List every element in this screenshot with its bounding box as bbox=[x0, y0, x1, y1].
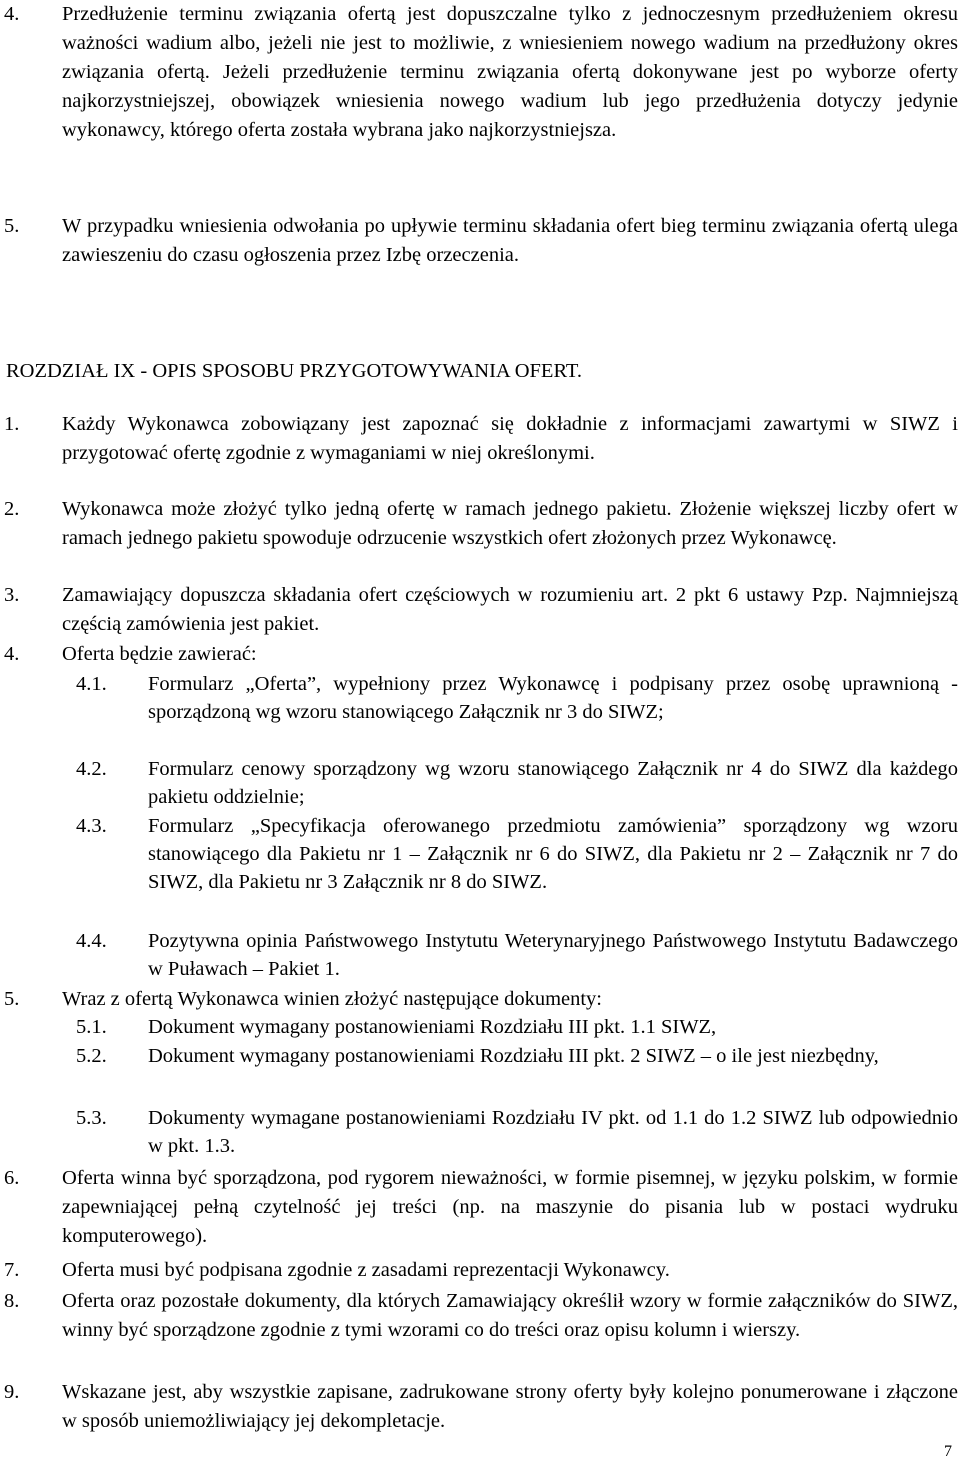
sub-item-number: 4.4. bbox=[76, 930, 107, 952]
item-number: 1. bbox=[4, 413, 20, 435]
item-number: 4. bbox=[4, 643, 20, 665]
sub-item-text: Dokument wymagany postanowieniami Rozdziału III pkt. 2 SIWZ – o ile jest niezbędny, bbox=[148, 1045, 879, 1067]
list-item bbox=[0, 581, 958, 639]
item-text: Każdy Wykonawca zobowiązany jest zapoznać się dokładnie z informacjami zawartymi w SIWZ i przygotować ofertę zgodnie z wymaganiami w niej określonymi. bbox=[62, 413, 958, 464]
list-item bbox=[0, 1256, 958, 1285]
sub-list-item bbox=[0, 1013, 958, 1041]
sub-item-number: 5.3. bbox=[76, 1107, 107, 1129]
page-number: 7 bbox=[944, 1443, 952, 1460]
chapter-heading: ROZDZIAŁ IX - OPIS SPOSOBU PRZYGOTOWYWANIA OFERT. bbox=[6, 360, 583, 382]
sub-item-text: Dokumenty wymagane postanowieniami Rozdziału IV pkt. od 1.1 do 1.2 SIWZ lub odpowiednio w pkt. 1.3. bbox=[148, 1107, 958, 1157]
sub-item-text: Dokument wymagany postanowieniami Rozdziału III pkt. 1.1 SIWZ, bbox=[148, 1016, 717, 1038]
sub-item-number: 4.1. bbox=[76, 673, 107, 695]
list-item bbox=[0, 0, 958, 145]
item-number: 5. bbox=[4, 988, 20, 1010]
sub-item-text: Pozytywna opinia Państwowego Instytutu Weterynaryjnego Państwowego Instytutu Badawczego w Puławach – Pakiet 1. bbox=[148, 930, 958, 980]
item-number: 5. bbox=[4, 215, 20, 237]
item-number: 4. bbox=[4, 3, 20, 25]
item-text: W przypadku wniesienia odwołania po upływie terminu składania ofert bieg terminu związania ofertą ulega zawieszeniu do czasu ogłoszenia przez Izbę orzeczenia. bbox=[62, 215, 958, 266]
item-text: Zamawiający dopuszcza składania ofert częściowych w rozumieniu art. 2 pkt 6 ustawy Pzp. Najmniejszą częścią zamówienia jest pakiet. bbox=[62, 584, 958, 635]
sub-list-item bbox=[0, 1104, 958, 1160]
item-number: 3. bbox=[4, 584, 20, 606]
list-item bbox=[0, 1287, 958, 1345]
sub-item-number: 5.2. bbox=[76, 1045, 107, 1067]
item-number: 2. bbox=[4, 498, 20, 520]
item-text: Oferta będzie zawierać: bbox=[62, 643, 257, 665]
sub-list-item bbox=[0, 755, 958, 811]
item-text: Przedłużenie terminu związania ofertą jest dopuszczalne tylko z jednoczesnym przedłużeniem okresu ważności wadium albo, jeżeli nie jest to możliwie, z wniesieniem nowego wadium na przedłużony okres związania ofertą. Jeżeli przedłużenie terminu związania ofertą dokonywane jest po wyborze oferty najkorzystniejszej, obowiązek wniesienia nowego wadium lub jego przedłużenia dotyczy jedynie wykonawcy, którego oferta została wybrana jako najkorzystniejsza. bbox=[62, 3, 958, 141]
item-text: Wskazane jest, aby wszystkie zapisane, zadrukowane strony oferty były kolejno ponumerowane i złączone w sposób uniemożliwiający jej dekompletacje. bbox=[62, 1381, 958, 1432]
sub-list-item bbox=[0, 812, 958, 896]
sub-list-item bbox=[0, 927, 958, 983]
list-item bbox=[0, 985, 958, 1014]
sub-item-text: Formularz „Oferta”, wypełniony przez Wykonawcę i podpisany przez osobę uprawnioną - sporządzoną wg wzoru stanowiącego Załącznik nr 3 do SIWZ; bbox=[148, 673, 958, 723]
sub-item-number: 5.1. bbox=[76, 1016, 107, 1038]
item-text: Oferta musi być podpisana zgodnie z zasadami reprezentacji Wykonawcy. bbox=[62, 1259, 670, 1281]
list-item bbox=[0, 212, 958, 270]
sub-item-text: Formularz „Specyfikacja oferowanego przedmiotu zamówienia” sporządzony wg wzoru stanowiącego dla Pakietu nr 1 – Załącznik nr 6 do SIWZ, dla Pakietu nr 2 – Załącznik nr 7 do SIWZ, dla Pakietu nr 3 Załącznik nr 8 do SIWZ. bbox=[148, 815, 958, 893]
item-number: 7. bbox=[4, 1259, 20, 1281]
item-text: Wraz z ofertą Wykonawca winien złożyć następujące dokumenty: bbox=[62, 988, 603, 1010]
list-item bbox=[0, 1164, 958, 1251]
item-text: Oferta oraz pozostałe dokumenty, dla których Zamawiający określił wzory w formie załączników do SIWZ, winny być sporządzone zgodnie z tymi wzorami co do treści oraz opisu kolumn i wierszy. bbox=[62, 1290, 958, 1341]
item-number: 6. bbox=[4, 1167, 20, 1189]
list-item bbox=[0, 640, 958, 669]
sub-item-number: 4.3. bbox=[76, 815, 107, 837]
list-item bbox=[0, 495, 958, 553]
item-number: 9. bbox=[4, 1381, 20, 1403]
item-number: 8. bbox=[4, 1290, 20, 1312]
item-text: Wykonawca może złożyć tylko jedną ofertę w ramach jednego pakietu. Złożenie większej liczby ofert w ramach jednego pakietu spowoduje odrzucenie wszystkich ofert złożonych przez Wykonawcę. bbox=[62, 498, 958, 549]
sub-list-item bbox=[0, 1042, 958, 1070]
list-item bbox=[0, 1378, 958, 1436]
list-item bbox=[0, 410, 958, 468]
sub-item-number: 4.2. bbox=[76, 758, 107, 780]
item-text: Oferta winna być sporządzona, pod rygorem nieważności, w formie pisemnej, w języku polskim, w formie zapewniającej pełną czytelność jej treści (np. na maszynie do pisania lub w postaci wydruku komputerowego). bbox=[62, 1167, 958, 1247]
sub-item-text: Formularz cenowy sporządzony wg wzoru stanowiącego Załącznik nr 4 do SIWZ dla każdego pakietu oddzielnie; bbox=[148, 758, 958, 808]
sub-list-item bbox=[0, 670, 958, 726]
